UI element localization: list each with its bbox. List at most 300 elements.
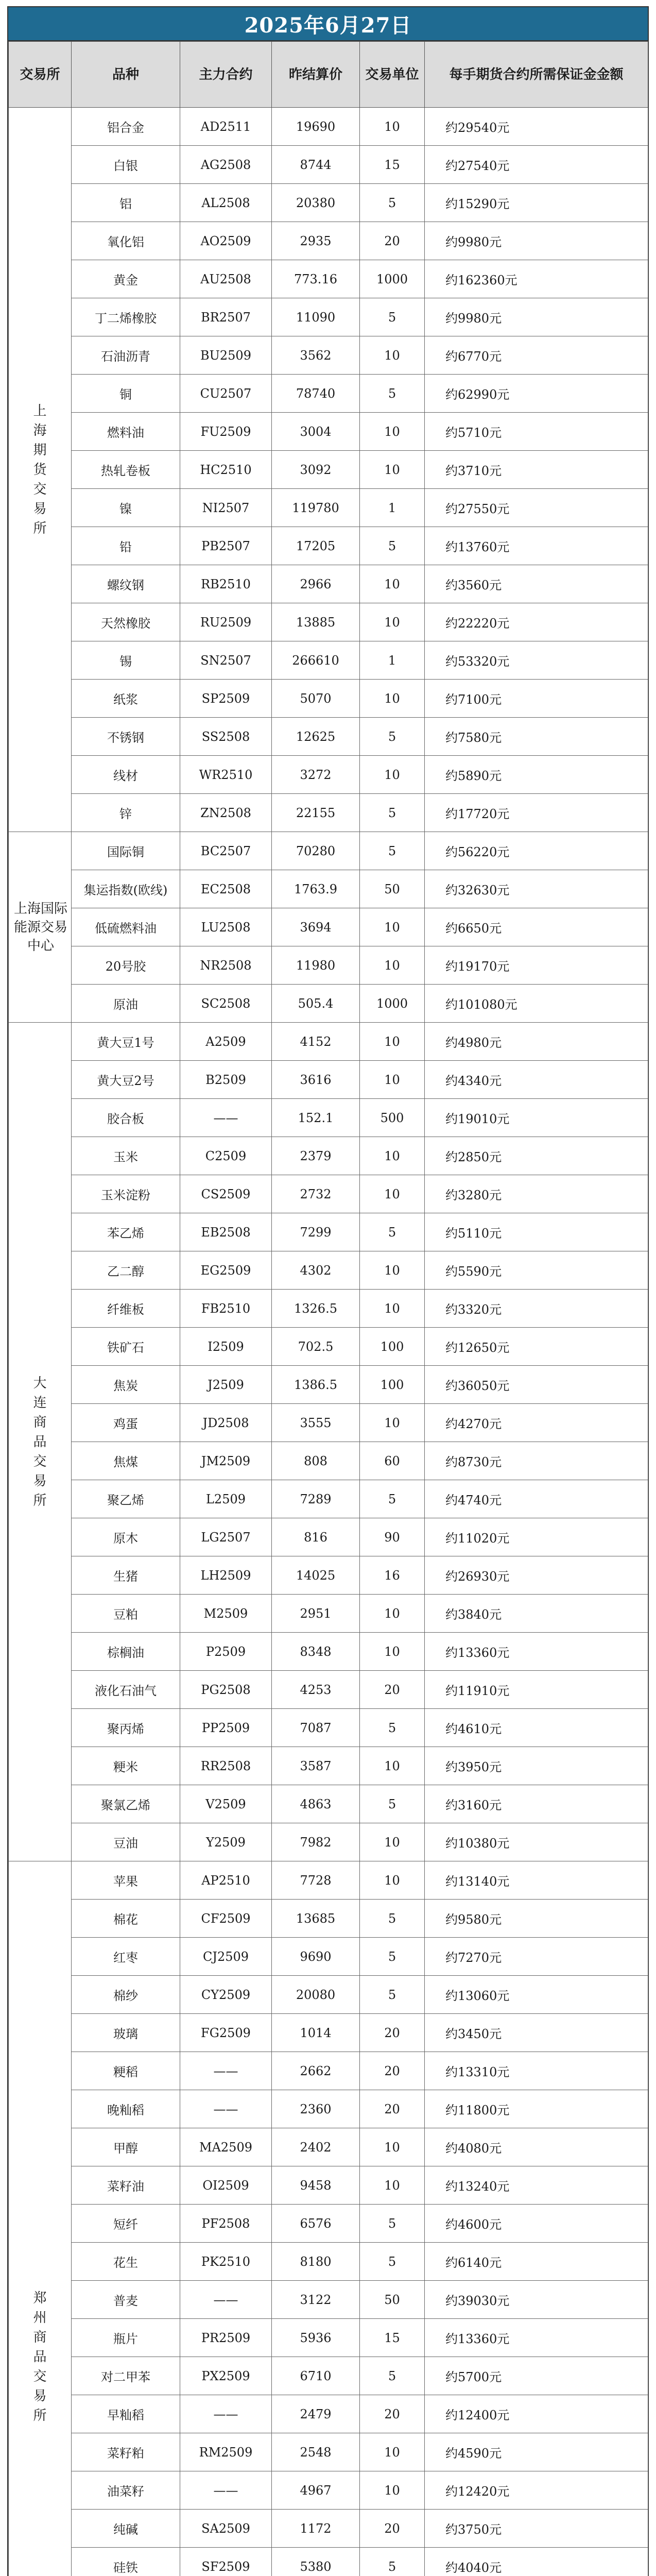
cell-price: 816	[272, 1518, 360, 1556]
table-row	[9, 1404, 648, 1442]
cell-unit: 5	[360, 718, 425, 756]
cell-price: 13885	[272, 603, 360, 641]
cell-margin: 约4610元	[425, 1709, 648, 1747]
cell-price: 3555	[272, 1404, 360, 1442]
cell-name: 黄大豆2号	[72, 1061, 180, 1099]
header-unit: 交易单位	[360, 42, 425, 108]
cell-contract: CY2509	[180, 1976, 272, 2014]
cell-unit: 5	[360, 184, 425, 222]
cell-name: 原木	[72, 1518, 180, 1556]
cell-name: 棉花	[72, 1900, 180, 1938]
cell-unit: 10	[360, 2471, 425, 2510]
cell-contract: BR2507	[180, 298, 272, 336]
cell-unit: 10	[360, 680, 425, 718]
cell-contract: ——	[180, 2471, 272, 2510]
cell-contract: AG2508	[180, 146, 272, 184]
header-exchange: 交易所	[9, 42, 72, 108]
cell-name: 棉纱	[72, 1976, 180, 2014]
cell-unit: 10	[360, 908, 425, 946]
cell-unit: 20	[360, 1671, 425, 1709]
cell-unit: 10	[360, 1251, 425, 1290]
table-row	[9, 1099, 648, 1137]
header-contract: 主力合约	[180, 42, 272, 108]
cell-margin: 约27540元	[425, 146, 648, 184]
cell-contract: Y2509	[180, 1823, 272, 1861]
cell-price: 1172	[272, 2510, 360, 2548]
cell-unit: 5	[360, 527, 425, 565]
cell-margin: 约19010元	[425, 1099, 648, 1137]
cell-margin: 约8730元	[425, 1442, 648, 1480]
cell-unit: 10	[360, 756, 425, 794]
cell-price: 152.1	[272, 1099, 360, 1137]
cell-margin: 约5110元	[425, 1213, 648, 1251]
cell-unit: 20	[360, 2510, 425, 2548]
cell-contract: AU2508	[180, 260, 272, 298]
cell-unit: 5	[360, 2357, 425, 2395]
cell-name: 硅铁	[72, 2548, 180, 2576]
margin-sheet	[7, 6, 649, 2576]
cell-name: 粳米	[72, 1747, 180, 1785]
cell-margin: 约7100元	[425, 680, 648, 718]
cell-name: 乙二醇	[72, 1251, 180, 1290]
table-row	[9, 680, 648, 718]
cell-contract: AP2510	[180, 1861, 272, 1900]
cell-margin: 约4340元	[425, 1061, 648, 1099]
cell-name: 玉米淀粉	[72, 1175, 180, 1213]
cell-name: 粳稻	[72, 2052, 180, 2090]
cell-margin: 约27550元	[425, 489, 648, 527]
cell-contract: ——	[180, 2090, 272, 2128]
cell-name: 普麦	[72, 2281, 180, 2319]
cell-margin: 约7270元	[425, 1938, 648, 1976]
table-row	[9, 298, 648, 336]
table-row	[9, 108, 648, 146]
table-row	[9, 146, 648, 184]
cell-unit: 50	[360, 870, 425, 908]
cell-name: 聚乙烯	[72, 1480, 180, 1518]
table-row	[9, 718, 648, 756]
table-row	[9, 1023, 648, 1061]
cell-contract: AL2508	[180, 184, 272, 222]
cell-unit: 1000	[360, 260, 425, 298]
table-row	[9, 1709, 648, 1747]
table-row	[9, 1976, 648, 2014]
cell-unit: 10	[360, 1290, 425, 1328]
cell-price: 2360	[272, 2090, 360, 2128]
cell-name: 铝合金	[72, 108, 180, 146]
cell-margin: 约62990元	[425, 375, 648, 413]
cell-name: 焦煤	[72, 1442, 180, 1480]
cell-contract: M2509	[180, 1595, 272, 1633]
cell-unit: 10	[360, 1023, 425, 1061]
header-row	[9, 42, 648, 108]
table-row	[9, 1213, 648, 1251]
cell-margin: 约6140元	[425, 2243, 648, 2281]
cell-unit: 15	[360, 2319, 425, 2357]
cell-margin: 约5890元	[425, 756, 648, 794]
cell-name: 鸡蛋	[72, 1404, 180, 1442]
table-row	[9, 1366, 648, 1404]
cell-contract: PR2509	[180, 2319, 272, 2357]
cell-unit: 10	[360, 1061, 425, 1099]
cell-margin: 约39030元	[425, 2281, 648, 2319]
table-row	[9, 1556, 648, 1595]
cell-name: 热轧卷板	[72, 451, 180, 489]
table-row	[9, 1938, 648, 1976]
cell-contract: CU2507	[180, 375, 272, 413]
cell-name: 螺纹钢	[72, 565, 180, 603]
cell-name: 集运指数(欧线)	[72, 870, 180, 908]
cell-margin: 约4270元	[425, 1404, 648, 1442]
cell-name: 聚丙烯	[72, 1709, 180, 1747]
cell-name: 液化石油气	[72, 1671, 180, 1709]
cell-name: 聚氯乙烯	[72, 1785, 180, 1823]
cell-price: 1386.5	[272, 1366, 360, 1404]
table-row	[9, 1480, 648, 1518]
cell-name: 苯乙烯	[72, 1213, 180, 1251]
cell-unit: 100	[360, 1366, 425, 1404]
cell-name: 对二甲苯	[72, 2357, 180, 2395]
cell-name: 铜	[72, 375, 180, 413]
cell-contract: SP2509	[180, 680, 272, 718]
cell-margin: 约3950元	[425, 1747, 648, 1785]
cell-price: 20080	[272, 1976, 360, 2014]
sheet-title: 2025年6月27日	[8, 7, 648, 41]
table-row	[9, 451, 648, 489]
cell-price: 773.16	[272, 260, 360, 298]
table-row	[9, 2471, 648, 2510]
cell-price: 14025	[272, 1556, 360, 1595]
cell-contract: LU2508	[180, 908, 272, 946]
cell-unit: 5	[360, 298, 425, 336]
cell-contract: FG2509	[180, 2014, 272, 2052]
cell-contract: EG2509	[180, 1251, 272, 1290]
cell-contract: AO2509	[180, 222, 272, 260]
cell-margin: 约3840元	[425, 1595, 648, 1633]
exchange-cell	[9, 832, 72, 1023]
cell-contract: ——	[180, 2281, 272, 2319]
cell-contract: MA2509	[180, 2128, 272, 2166]
cell-contract: L2509	[180, 1480, 272, 1518]
cell-unit: 15	[360, 146, 425, 184]
cell-price: 1326.5	[272, 1290, 360, 1328]
cell-price: 7289	[272, 1480, 360, 1518]
cell-price: 78740	[272, 375, 360, 413]
cell-unit: 10	[360, 1137, 425, 1175]
header-price: 昨结算价	[272, 42, 360, 108]
cell-contract: PK2510	[180, 2243, 272, 2281]
cell-margin: 约4600元	[425, 2205, 648, 2243]
cell-margin: 约4080元	[425, 2128, 648, 2166]
cell-name: 天然橡胶	[72, 603, 180, 641]
cell-name: 铝	[72, 184, 180, 222]
table-row	[9, 1328, 648, 1366]
table-row	[9, 565, 648, 603]
cell-price: 3616	[272, 1061, 360, 1099]
cell-contract: A2509	[180, 1023, 272, 1061]
table-row	[9, 2014, 648, 2052]
cell-contract: NR2508	[180, 946, 272, 985]
table-row	[9, 2052, 648, 2090]
table-row	[9, 222, 648, 260]
cell-margin: 约5710元	[425, 413, 648, 451]
cell-price: 70280	[272, 832, 360, 870]
cell-price: 4302	[272, 1251, 360, 1290]
cell-name: 氧化铝	[72, 222, 180, 260]
cell-contract: SC2508	[180, 985, 272, 1023]
exchange-name: 大连商品交易所	[33, 1375, 47, 1509]
cell-price: 12625	[272, 718, 360, 756]
table-row	[9, 2166, 648, 2205]
table-row	[9, 1137, 648, 1175]
cell-margin: 约12650元	[425, 1328, 648, 1366]
cell-name: 豆粕	[72, 1595, 180, 1633]
exchange-cell	[9, 1023, 72, 1861]
cell-contract: B2509	[180, 1061, 272, 1099]
cell-contract: PG2508	[180, 1671, 272, 1709]
cell-price: 3092	[272, 451, 360, 489]
cell-unit: 10	[360, 946, 425, 985]
table-row	[9, 489, 648, 527]
cell-unit: 5	[360, 832, 425, 870]
cell-name: 白银	[72, 146, 180, 184]
cell-name: 晚籼稻	[72, 2090, 180, 2128]
cell-margin: 约11020元	[425, 1518, 648, 1556]
cell-price: 2951	[272, 1595, 360, 1633]
table-row	[9, 1747, 648, 1785]
cell-price: 2479	[272, 2395, 360, 2433]
cell-name: 苹果	[72, 1861, 180, 1900]
cell-unit: 5	[360, 1900, 425, 1938]
cell-unit: 10	[360, 1404, 425, 1442]
cell-name: 20号胶	[72, 946, 180, 985]
cell-unit: 5	[360, 1480, 425, 1518]
cell-name: 纯碱	[72, 2510, 180, 2548]
cell-contract: CF2509	[180, 1900, 272, 1938]
cell-unit: 5	[360, 1709, 425, 1747]
cell-contract: BU2509	[180, 336, 272, 375]
cell-price: 8348	[272, 1633, 360, 1671]
cell-margin: 约11800元	[425, 2090, 648, 2128]
cell-unit: 10	[360, 603, 425, 641]
table-row	[9, 336, 648, 375]
table-row	[9, 1595, 648, 1633]
table-row	[9, 184, 648, 222]
table-body	[9, 108, 648, 2576]
cell-name: 甲醇	[72, 2128, 180, 2166]
cell-contract: OI2509	[180, 2166, 272, 2205]
table-row	[9, 2510, 648, 2548]
cell-contract: EB2508	[180, 1213, 272, 1251]
cell-contract: SN2507	[180, 641, 272, 680]
table-row	[9, 1290, 648, 1328]
cell-contract: P2509	[180, 1633, 272, 1671]
cell-margin: 约3450元	[425, 2014, 648, 2052]
cell-unit: 10	[360, 2128, 425, 2166]
cell-contract: ——	[180, 2395, 272, 2433]
cell-price: 7982	[272, 1823, 360, 1861]
cell-contract: RU2509	[180, 603, 272, 641]
cell-unit: 10	[360, 2166, 425, 2205]
cell-margin: 约22220元	[425, 603, 648, 641]
table-row	[9, 2395, 648, 2433]
cell-contract: JM2509	[180, 1442, 272, 1480]
cell-name: 黄大豆1号	[72, 1023, 180, 1061]
cell-margin: 约12420元	[425, 2471, 648, 2510]
table-row	[9, 1518, 648, 1556]
cell-name: 低硫燃料油	[72, 908, 180, 946]
cell-contract: RR2508	[180, 1747, 272, 1785]
cell-price: 3587	[272, 1747, 360, 1785]
cell-margin: 约5700元	[425, 2357, 648, 2395]
table-row	[9, 2433, 648, 2471]
cell-contract: FU2509	[180, 413, 272, 451]
table-row	[9, 2319, 648, 2357]
cell-contract: LG2507	[180, 1518, 272, 1556]
table-row	[9, 1251, 648, 1290]
cell-margin: 约4740元	[425, 1480, 648, 1518]
cell-name: 棕榈油	[72, 1633, 180, 1671]
table-row	[9, 1175, 648, 1213]
cell-name: 镍	[72, 489, 180, 527]
cell-price: 9690	[272, 1938, 360, 1976]
cell-unit: 5	[360, 2548, 425, 2576]
cell-price: 3562	[272, 336, 360, 375]
cell-price: 20380	[272, 184, 360, 222]
cell-margin: 约13360元	[425, 1633, 648, 1671]
cell-unit: 20	[360, 2052, 425, 2090]
table-row	[9, 375, 648, 413]
cell-margin: 约26930元	[425, 1556, 648, 1595]
cell-unit: 10	[360, 336, 425, 375]
cell-name: 豆油	[72, 1823, 180, 1861]
cell-contract: WR2510	[180, 756, 272, 794]
cell-margin: 约3710元	[425, 451, 648, 489]
table-row	[9, 832, 648, 870]
cell-price: 17205	[272, 527, 360, 565]
cell-price: 7087	[272, 1709, 360, 1747]
table-row	[9, 756, 648, 794]
cell-margin: 约162360元	[425, 260, 648, 298]
cell-contract: BC2507	[180, 832, 272, 870]
cell-contract: PB2507	[180, 527, 272, 565]
cell-unit: 1	[360, 641, 425, 680]
table-row	[9, 2128, 648, 2166]
cell-margin: 约13760元	[425, 527, 648, 565]
cell-contract: J2509	[180, 1366, 272, 1404]
cell-margin: 约3320元	[425, 1290, 648, 1328]
cell-price: 11090	[272, 298, 360, 336]
cell-margin: 约13240元	[425, 2166, 648, 2205]
cell-margin: 约13060元	[425, 1976, 648, 2014]
cell-unit: 10	[360, 1861, 425, 1900]
cell-unit: 50	[360, 2281, 425, 2319]
cell-price: 2732	[272, 1175, 360, 1213]
cell-margin: 约13140元	[425, 1861, 648, 1900]
table-row	[9, 2548, 648, 2576]
cell-unit: 10	[360, 451, 425, 489]
cell-price: 2402	[272, 2128, 360, 2166]
header-product: 品种	[72, 42, 180, 108]
cell-price: 119780	[272, 489, 360, 527]
cell-name: 瓶片	[72, 2319, 180, 2357]
table-row	[9, 794, 648, 832]
cell-margin: 约3750元	[425, 2510, 648, 2548]
cell-price: 7728	[272, 1861, 360, 1900]
cell-contract: FB2510	[180, 1290, 272, 1328]
table-row	[9, 870, 648, 908]
cell-margin: 约10380元	[425, 1823, 648, 1861]
cell-contract: PF2508	[180, 2205, 272, 2243]
exchange-name: 上海期货交易所	[33, 403, 47, 536]
cell-unit: 10	[360, 108, 425, 146]
table-row	[9, 1442, 648, 1480]
cell-unit: 10	[360, 1823, 425, 1861]
cell-name: 国际铜	[72, 832, 180, 870]
cell-contract: PP2509	[180, 1709, 272, 1747]
cell-price: 266610	[272, 641, 360, 680]
table-row	[9, 1861, 648, 1900]
cell-name: 焦炭	[72, 1366, 180, 1404]
cell-margin: 约36050元	[425, 1366, 648, 1404]
cell-price: 2548	[272, 2433, 360, 2471]
cell-unit: 5	[360, 1785, 425, 1823]
cell-price: 2935	[272, 222, 360, 260]
cell-name: 花生	[72, 2243, 180, 2281]
cell-contract: EC2508	[180, 870, 272, 908]
cell-price: 1763.9	[272, 870, 360, 908]
table-row	[9, 641, 648, 680]
cell-margin: 约11910元	[425, 1671, 648, 1709]
cell-price: 22155	[272, 794, 360, 832]
cell-contract: PX2509	[180, 2357, 272, 2395]
cell-margin: 约9980元	[425, 298, 648, 336]
cell-name: 短纤	[72, 2205, 180, 2243]
cell-price: 702.5	[272, 1328, 360, 1366]
table-row	[9, 908, 648, 946]
cell-name: 线材	[72, 756, 180, 794]
cell-unit: 90	[360, 1518, 425, 1556]
exchange-cell	[9, 1861, 72, 2576]
table-row	[9, 603, 648, 641]
cell-contract: AD2511	[180, 108, 272, 146]
cell-margin: 约9580元	[425, 1900, 648, 1938]
cell-margin: 约12400元	[425, 2395, 648, 2433]
cell-contract: JD2508	[180, 1404, 272, 1442]
table-row	[9, 1900, 648, 1938]
table-row	[9, 946, 648, 985]
cell-contract: ——	[180, 1099, 272, 1137]
cell-unit: 5	[360, 2243, 425, 2281]
cell-unit: 5	[360, 1213, 425, 1251]
cell-margin: 约3280元	[425, 1175, 648, 1213]
cell-contract: HC2510	[180, 451, 272, 489]
cell-name: 锡	[72, 641, 180, 680]
cell-contract: V2509	[180, 1785, 272, 1823]
cell-price: 808	[272, 1442, 360, 1480]
cell-unit: 10	[360, 2433, 425, 2471]
cell-price: 9458	[272, 2166, 360, 2205]
cell-margin: 约3160元	[425, 1785, 648, 1823]
cell-price: 2966	[272, 565, 360, 603]
cell-price: 3004	[272, 413, 360, 451]
cell-contract: I2509	[180, 1328, 272, 1366]
cell-margin: 约4980元	[425, 1023, 648, 1061]
cell-unit: 20	[360, 2014, 425, 2052]
cell-margin: 约4590元	[425, 2433, 648, 2471]
cell-unit: 5	[360, 1976, 425, 2014]
cell-unit: 1	[360, 489, 425, 527]
